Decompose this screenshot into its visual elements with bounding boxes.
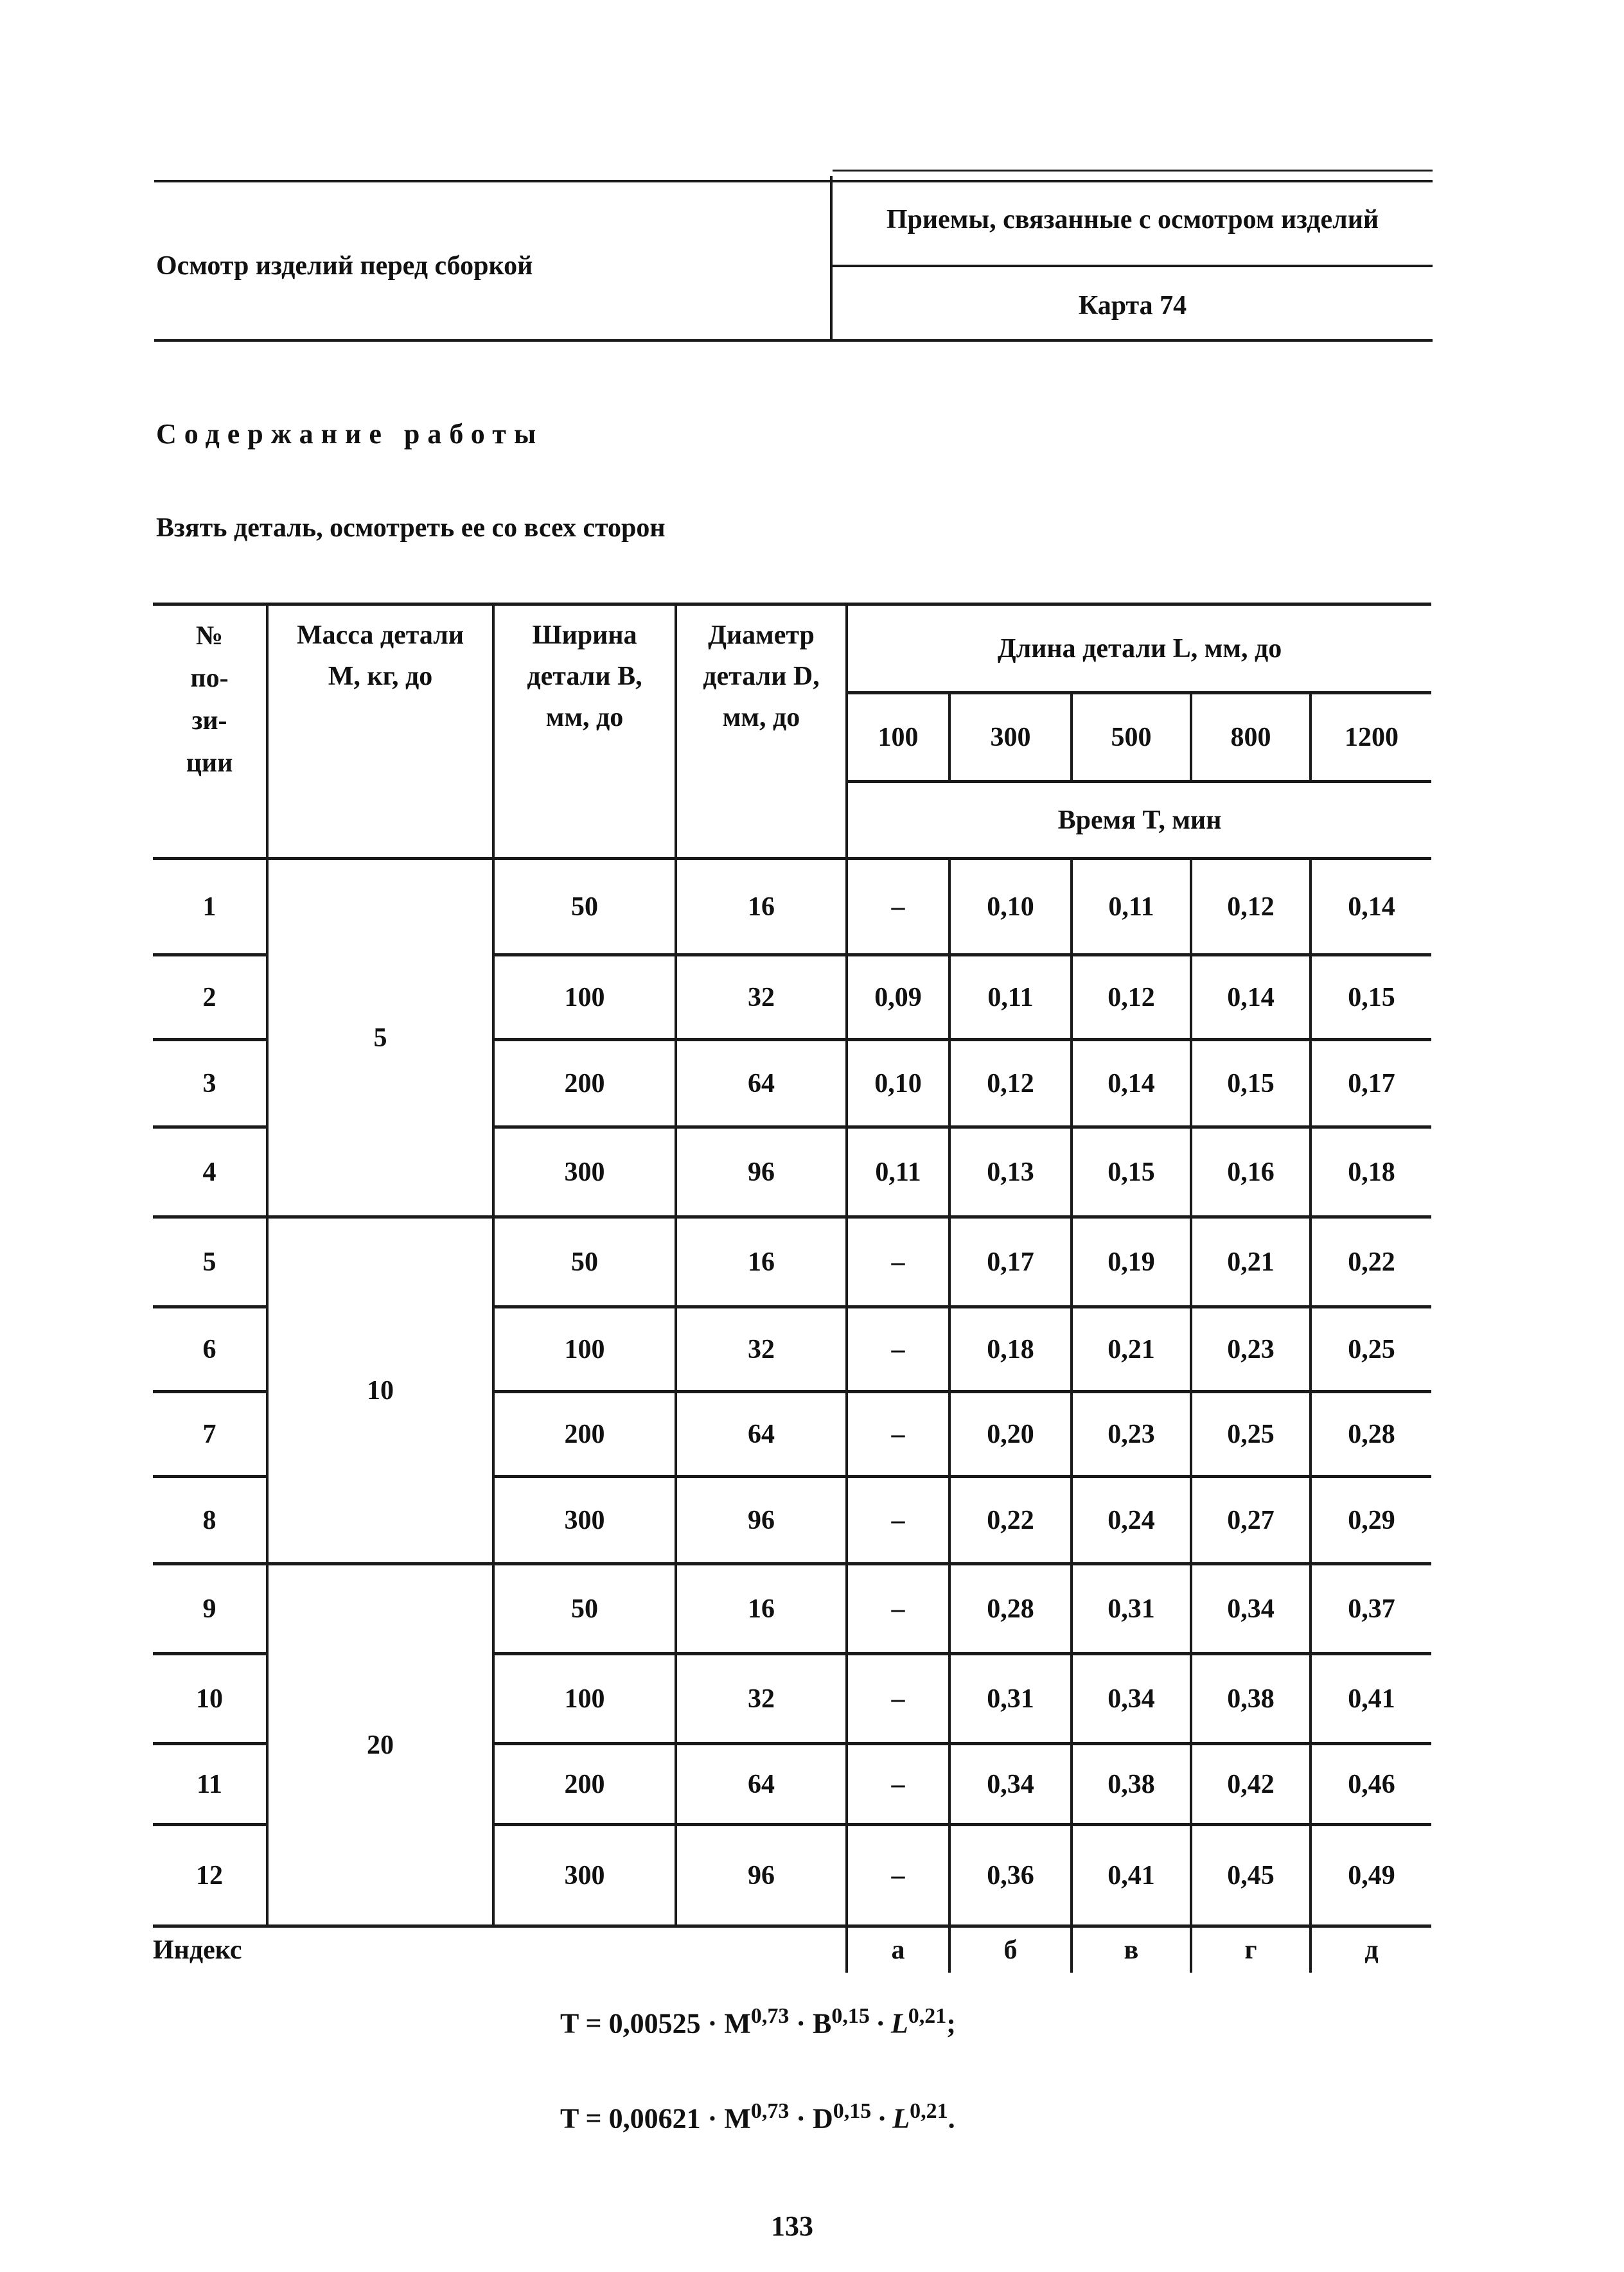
page-number: 133 (771, 2210, 813, 2242)
header-right-top-rule (833, 170, 1433, 172)
table-row (153, 1217, 1431, 1307)
formula-1-exp-m: 0,73 (750, 2004, 790, 2028)
cell-time: 0,27 (1191, 1477, 1311, 1564)
cell-time: 0,12 (1191, 859, 1311, 955)
col-header-mass-text: Масса детали M, кг, до (296, 621, 464, 691)
length-header-4: 1200 (1311, 693, 1431, 782)
cell-time: 0,31 (949, 1654, 1072, 1744)
cell-time: 0,24 (1072, 1477, 1191, 1564)
cell-position: 10 (153, 1654, 267, 1744)
cell-position: 8 (153, 1477, 267, 1564)
formula-1-l: · L (869, 2007, 908, 2039)
cell-width: 200 (493, 1392, 676, 1477)
cell-time: 0,38 (1191, 1654, 1311, 1744)
cell-width: 200 (493, 1744, 676, 1825)
cell-time: 0,13 (949, 1127, 1072, 1217)
cell-time: 0,45 (1191, 1825, 1311, 1926)
index-label: Индекс (153, 1926, 847, 1973)
cell-time: 0,19 (1072, 1217, 1191, 1307)
formula-1-lhs: T = 0,00525 · M (560, 2007, 751, 2039)
cell-time: 0,10 (847, 1040, 949, 1127)
cell-position: 1 (153, 859, 267, 955)
cell-time: 0,28 (949, 1564, 1072, 1654)
cell-time: 0,34 (1072, 1654, 1191, 1744)
cell-time: 0,17 (949, 1217, 1072, 1307)
cell-time: 0,41 (1311, 1654, 1431, 1744)
cell-time: 0,38 (1072, 1744, 1191, 1825)
formula-1-end: ; (946, 2007, 956, 2039)
cell-diameter: 64 (676, 1040, 847, 1127)
cell-time: 0,16 (1191, 1127, 1311, 1217)
cell-diameter: 16 (676, 1217, 847, 1307)
col-header-length: Длина детали L, мм, до (847, 604, 1431, 693)
formula-2-end: . (948, 2102, 955, 2135)
cell-width: 300 (493, 1127, 676, 1217)
cell-time: – (847, 1307, 949, 1392)
col-header-position-text: № по- зи- ции (186, 621, 233, 778)
cell-time: – (847, 1477, 949, 1564)
card-number: Карта 74 (1078, 291, 1187, 321)
section-title: Содержание работы (156, 418, 544, 450)
cell-time: – (847, 1564, 949, 1654)
cell-width: 50 (493, 1564, 676, 1654)
cell-time: – (847, 1217, 949, 1307)
cell-time: 0,10 (949, 859, 1072, 955)
cell-time: 0,23 (1072, 1392, 1191, 1477)
cell-time: 0,25 (1311, 1307, 1431, 1392)
cell-time: 0,29 (1311, 1477, 1431, 1564)
cell-time: 0,12 (949, 1040, 1072, 1127)
cell-width: 300 (493, 1477, 676, 1564)
table-row (153, 859, 1431, 955)
cell-width: 300 (493, 1825, 676, 1926)
formula-1-b: · B (789, 2007, 832, 2039)
header-top-rule (154, 180, 1433, 182)
index-letter: в (1072, 1926, 1191, 1973)
cell-time: 0,21 (1191, 1217, 1311, 1307)
work-description: Взять деталь, осмотреть ее со всех сторон (156, 513, 666, 543)
cell-time: 0,36 (949, 1825, 1072, 1926)
cell-time: 0,41 (1072, 1825, 1191, 1926)
cell-position: 12 (153, 1825, 267, 1926)
index-letter: г (1191, 1926, 1311, 1973)
cell-time: 0,34 (949, 1744, 1072, 1825)
cell-time: – (847, 1744, 949, 1825)
cell-time: – (847, 1654, 949, 1744)
cell-diameter: 16 (676, 859, 847, 955)
cell-time: 0,21 (1072, 1307, 1191, 1392)
cell-time: 0,25 (1191, 1392, 1311, 1477)
length-header-0: 100 (847, 693, 949, 782)
cell-diameter: 64 (676, 1744, 847, 1825)
cell-mass: 5 (267, 859, 493, 1217)
cell-time: 0,49 (1311, 1825, 1431, 1926)
cell-time: 0,42 (1191, 1744, 1311, 1825)
cell-diameter: 64 (676, 1392, 847, 1477)
cell-diameter: 96 (676, 1477, 847, 1564)
formula-2-exp-d: 0,15 (833, 2099, 872, 2123)
index-letter: д (1364, 1935, 1379, 1965)
cell-time: 0,18 (949, 1307, 1072, 1392)
cell-mass: 20 (267, 1564, 493, 1926)
cell-time: 0,15 (1191, 1040, 1311, 1127)
col-header-diameter-text: Диаметр детали D, мм, до (703, 621, 820, 732)
cell-time: 0,09 (847, 955, 949, 1040)
cell-position: 3 (153, 1040, 267, 1127)
header-bottom-rule (154, 339, 1433, 342)
formula-2-exp-l: 0,21 (910, 2099, 948, 2123)
header-right-divider (833, 265, 1433, 267)
cell-time: 0,34 (1191, 1564, 1311, 1654)
index-letter: а (847, 1926, 949, 1973)
formula-1 (560, 2004, 956, 2040)
cell-position: 11 (153, 1744, 267, 1825)
cell-diameter: 32 (676, 1307, 847, 1392)
col-header-mass (267, 604, 493, 859)
cell-time: 0,11 (949, 955, 1072, 1040)
cell-time: 0,20 (949, 1392, 1072, 1477)
cell-width: 100 (493, 1654, 676, 1744)
cell-time: – (847, 1392, 949, 1477)
cell-position: 6 (153, 1307, 267, 1392)
cell-width: 200 (493, 1040, 676, 1127)
cell-time: – (847, 859, 949, 955)
cell-time: 0,12 (1072, 955, 1191, 1040)
cell-position: 4 (153, 1127, 267, 1217)
cell-time: 0,31 (1072, 1564, 1191, 1654)
cell-diameter: 16 (676, 1564, 847, 1654)
cell-diameter: 32 (676, 955, 847, 1040)
cell-width: 50 (493, 1217, 676, 1307)
cell-time: 0,28 (1311, 1392, 1431, 1477)
cell-diameter: 32 (676, 1654, 847, 1744)
col-header-time: Время T, мин (847, 782, 1431, 859)
cell-time: 0,14 (1311, 859, 1431, 955)
cell-time: – (847, 1825, 949, 1926)
formula-2-l: · L (871, 2102, 910, 2135)
cell-position: 9 (153, 1564, 267, 1654)
col-header-diameter (676, 604, 847, 859)
cell-time: 0,17 (1311, 1040, 1431, 1127)
formula-2 (560, 2099, 955, 2135)
col-header-width (493, 604, 676, 859)
cell-diameter: 96 (676, 1127, 847, 1217)
cell-time: 0,15 (1072, 1127, 1191, 1217)
cell-position: 2 (153, 955, 267, 1040)
formula-2-lhs: T = 0,00621 · M (560, 2102, 751, 2135)
cell-width: 100 (493, 1307, 676, 1392)
cell-time: 0,23 (1191, 1307, 1311, 1392)
length-header-1: 300 (949, 693, 1072, 782)
formula-1-exp-l: 0,21 (908, 2004, 947, 2028)
cell-width: 50 (493, 859, 676, 955)
cell-time: 0,15 (1311, 955, 1431, 1040)
col-header-position (153, 604, 267, 859)
length-header-2: 500 (1072, 693, 1191, 782)
index-letter: б (949, 1926, 1072, 1973)
length-header-3: 800 (1191, 693, 1311, 782)
index-row (153, 1926, 1431, 1973)
formula-2-d: · D (789, 2102, 833, 2135)
cell-width: 100 (493, 955, 676, 1040)
cell-position: 7 (153, 1392, 267, 1477)
cell-diameter: 96 (676, 1825, 847, 1926)
norms-table (153, 603, 1431, 1973)
table-row (153, 1564, 1431, 1654)
col-header-width-text: Ширина детали B, мм, до (527, 621, 642, 732)
cell-time: 0,11 (1072, 859, 1191, 955)
cell-time: 0,46 (1311, 1744, 1431, 1825)
cell-time: 0,37 (1311, 1564, 1431, 1654)
formula-2-exp-m: 0,73 (750, 2099, 790, 2123)
cell-time: 0,18 (1311, 1127, 1431, 1217)
cell-mass: 10 (267, 1217, 493, 1564)
cell-time: 0,14 (1191, 955, 1311, 1040)
header-left-title: Осмотр изделий перед сборкой (156, 251, 533, 281)
header-right-title: Приемы, связанные с осмотром изделий (886, 205, 1379, 234)
formula-1-exp-b: 0,15 (831, 2004, 870, 2028)
cell-time: 0,22 (949, 1477, 1072, 1564)
cell-time: 0,22 (1311, 1217, 1431, 1307)
cell-position: 5 (153, 1217, 267, 1307)
cell-time: 0,14 (1072, 1040, 1191, 1127)
cell-time: 0,11 (847, 1127, 949, 1217)
